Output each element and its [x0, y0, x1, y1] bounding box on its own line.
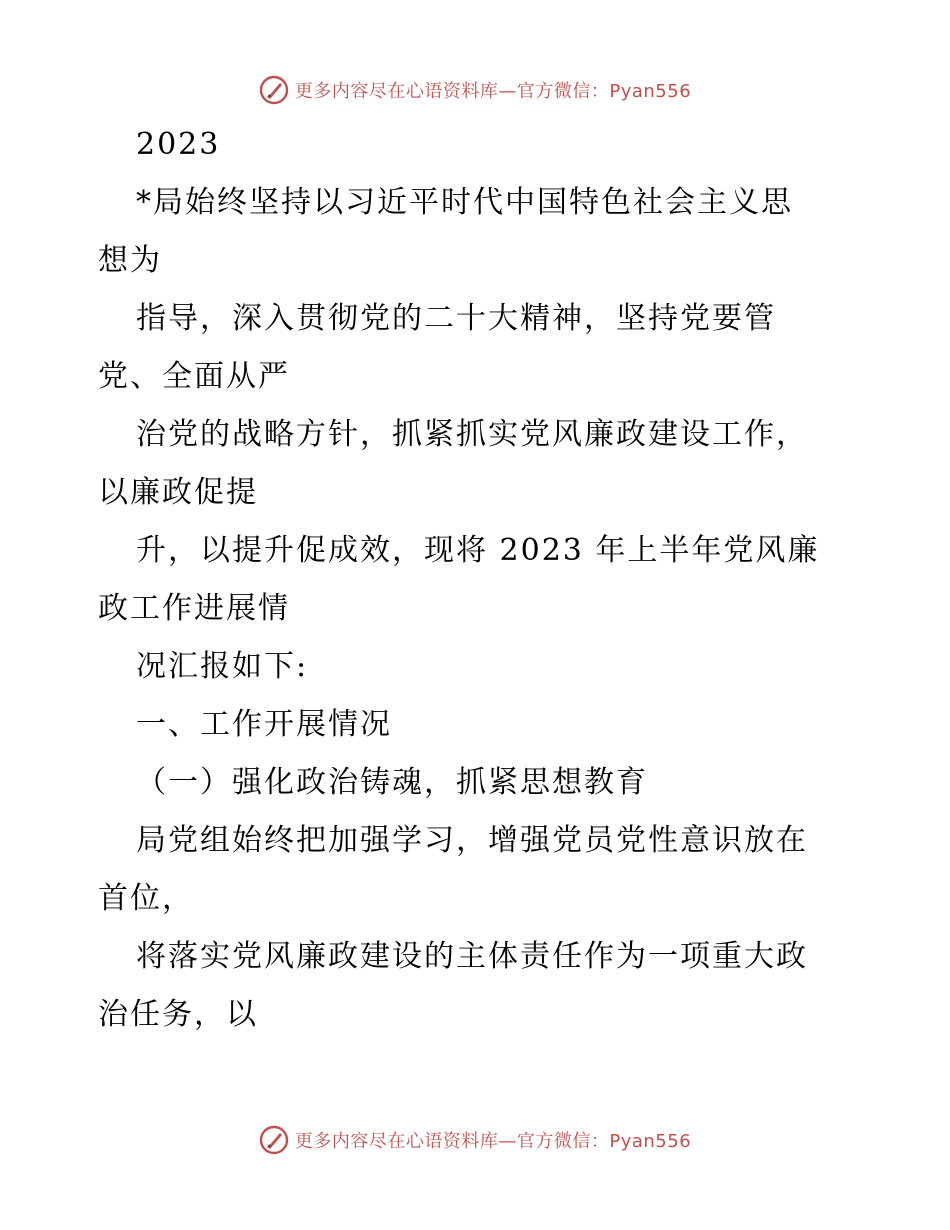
section-heading: 一、工作开展情况	[136, 707, 392, 742]
text-line: 升，以提升促成效，现将 2023 年上半年党风廉	[136, 533, 820, 568]
watermark-text: 更多内容尽在心语资料库—官方微信：Pyan556	[294, 1131, 692, 1152]
quill-pen-logo-icon	[259, 1125, 289, 1155]
text-line: 将落实党风廉政建设的主体责任作为一项重大政	[136, 939, 808, 974]
watermark-text: 更多内容尽在心语资料库—官方微信：Pyan556	[294, 81, 692, 102]
text-line: 想为	[98, 243, 162, 278]
quill-pen-logo-icon	[259, 75, 289, 105]
text-line: *局始终坚持以习近平时代中国特色社会主义思	[136, 185, 793, 220]
footer-watermark	[0, 1120, 950, 1160]
text-line: 党、全面从严	[98, 359, 290, 394]
text-line: 首位，	[98, 881, 194, 916]
document-body	[98, 116, 858, 1044]
text-line: 治党的战略方针，抓紧抓实党风廉政建设工作，	[136, 417, 808, 452]
text-line: 以廉政促提	[98, 475, 258, 510]
text-line: 局党组始终把加强学习，增强党员党性意识放在	[136, 823, 808, 858]
header-watermark	[0, 70, 950, 110]
text-line: 政工作进展情	[98, 591, 290, 626]
text-line: 指导，深入贯彻党的二十大精神，坚持党要管	[136, 301, 776, 336]
text-line: 2023	[136, 127, 221, 162]
subsection-heading: （一）强化政治铸魂，抓紧思想教育	[136, 765, 648, 800]
text-line: 况汇报如下:	[136, 649, 309, 684]
text-line: 治任务，以	[98, 997, 258, 1032]
